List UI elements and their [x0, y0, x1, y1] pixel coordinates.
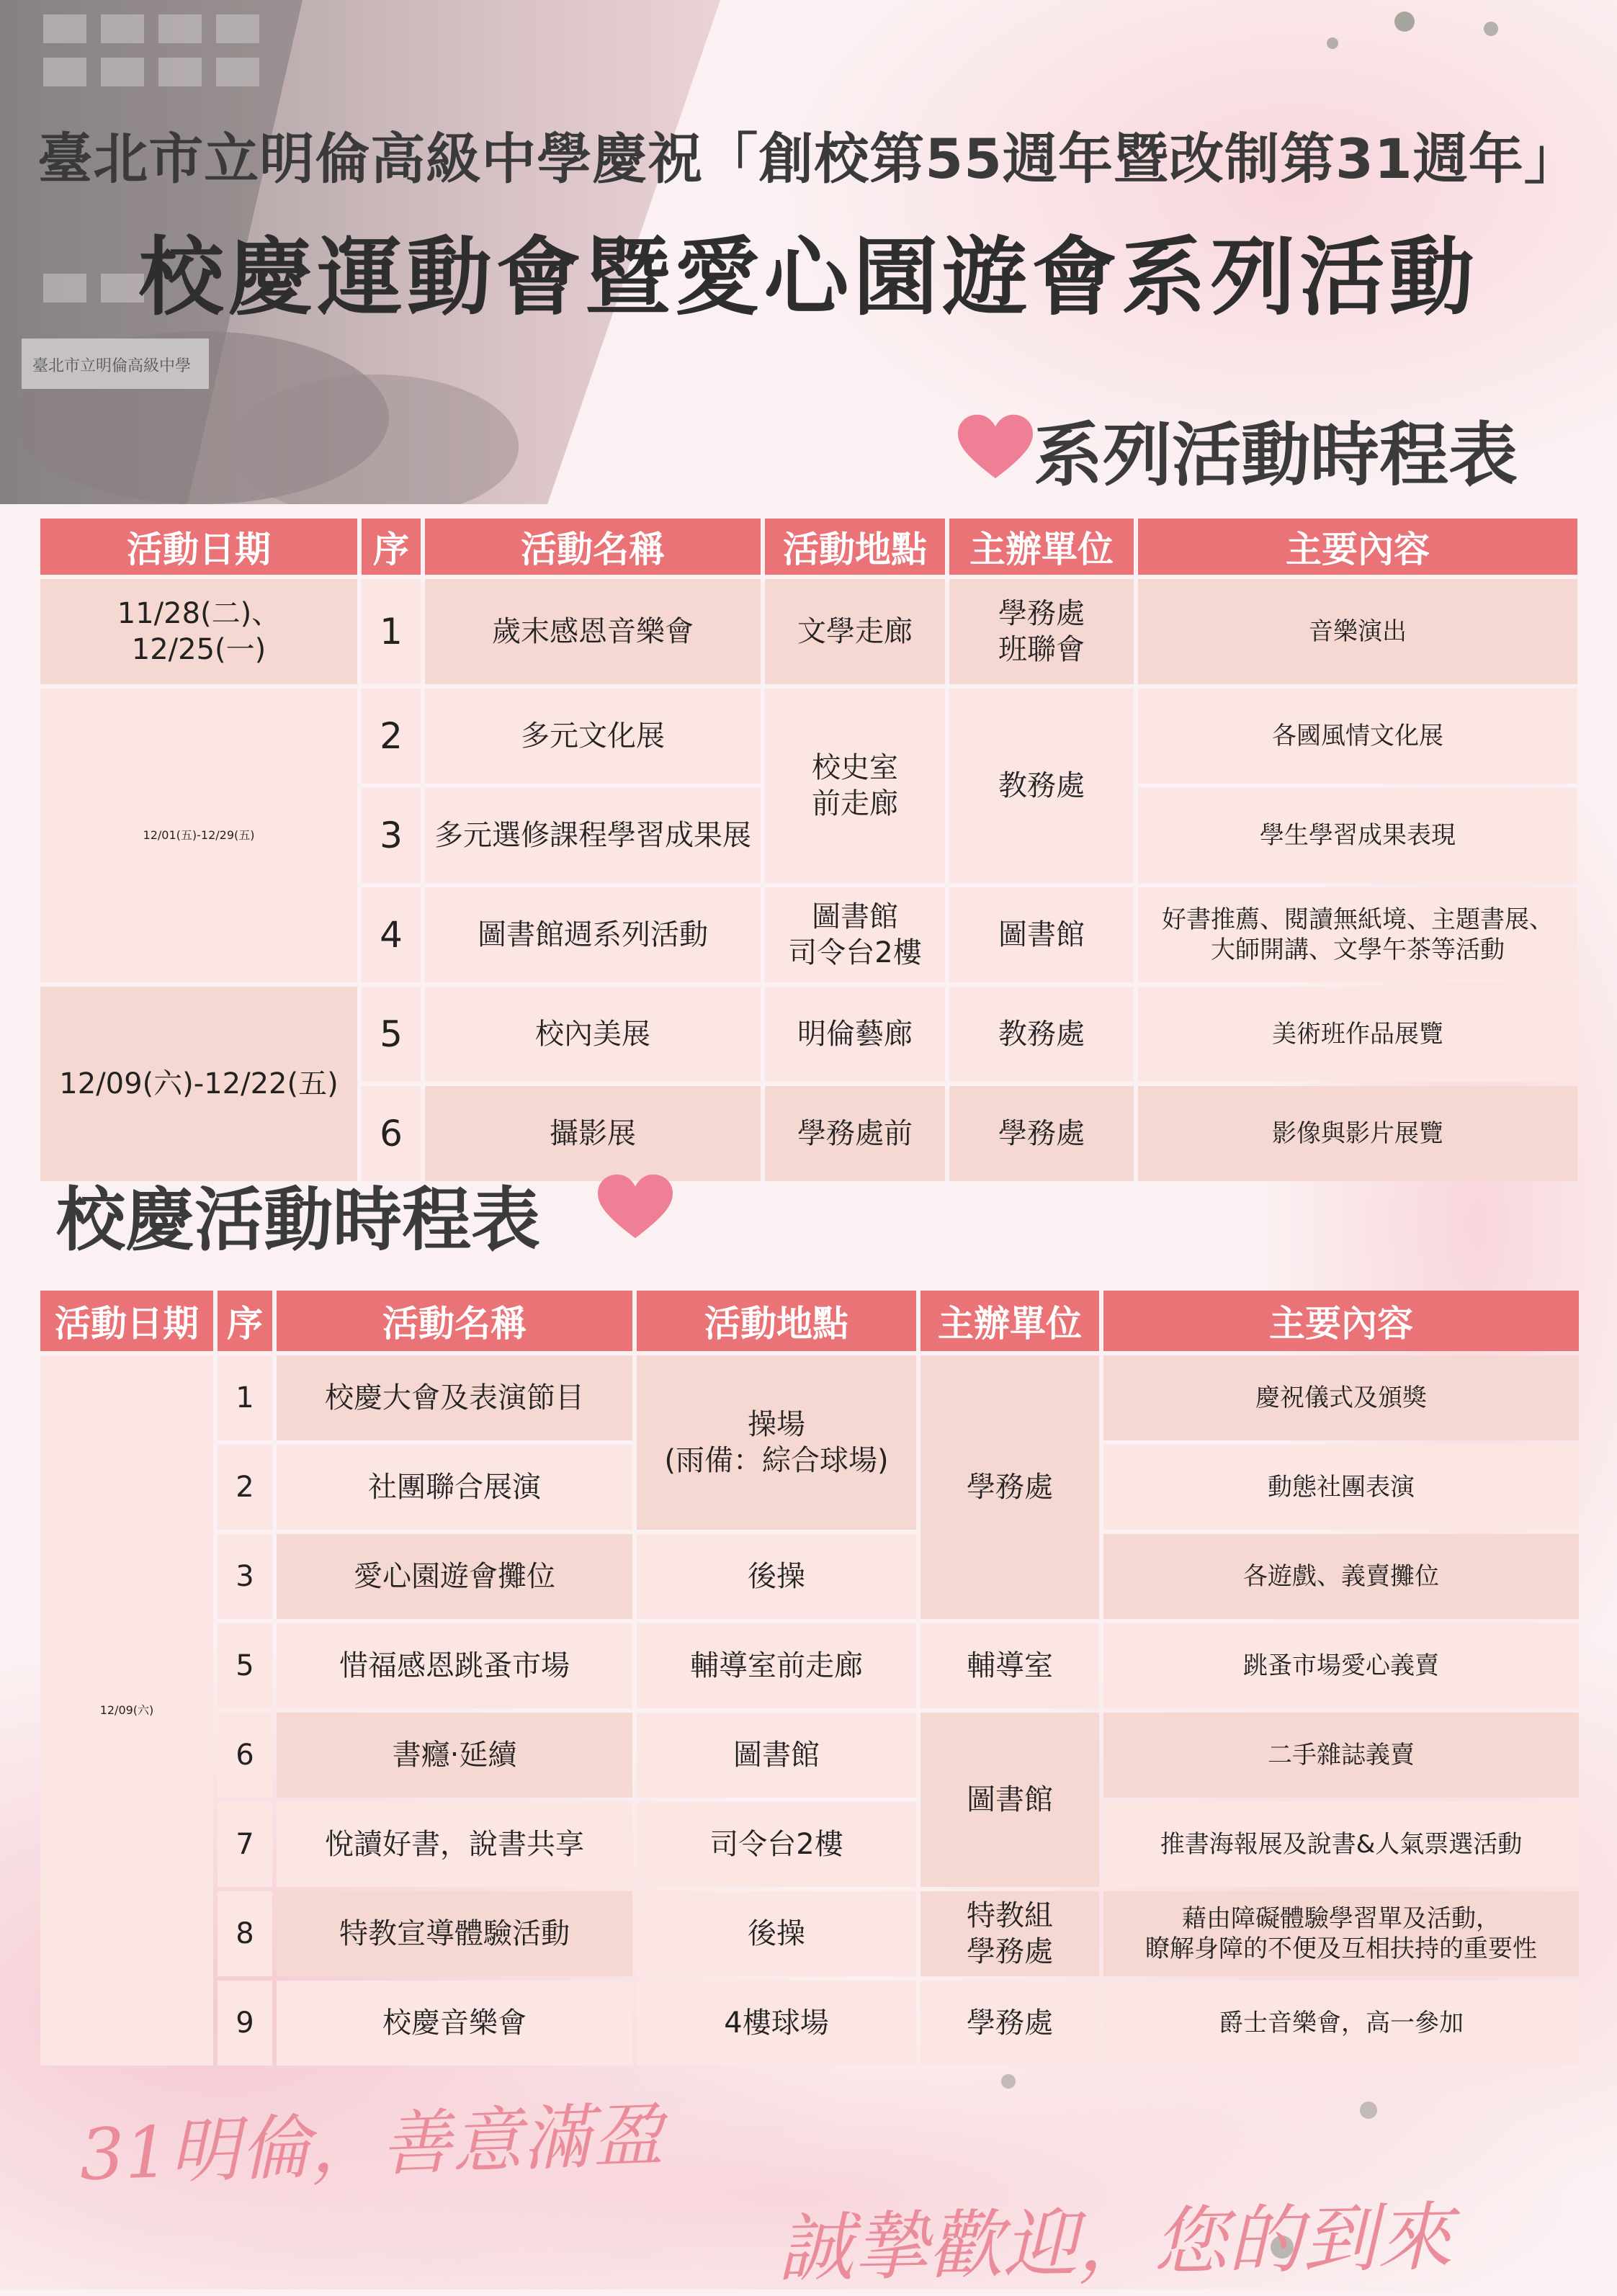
content-cell: 推書海報展及說書&人氣票選活動 — [1103, 1802, 1579, 1887]
col-header-location: 活動地點 — [765, 519, 945, 575]
seq-cell: 9 — [218, 1981, 272, 2066]
location-line: 圖書館 — [812, 900, 898, 933]
activity-name-cell: 多元選修課程學習成果展 — [425, 788, 761, 883]
content-cell: 音樂演出 — [1138, 579, 1577, 684]
organizer-cell: 學務處 — [921, 1981, 1099, 2066]
seq-cell: 7 — [218, 1802, 272, 1887]
table-row — [40, 1355, 1579, 1440]
table-row — [40, 1981, 1579, 2066]
content-line: 好書推薦、閱讀無紙境、主題書展、 — [1162, 905, 1554, 934]
activity-name-cell: 悅讀好書，說書共享 — [277, 1802, 632, 1887]
activity-name-cell: 校內美展 — [425, 987, 761, 1082]
activity-name-cell: 愛心園遊會攤位 — [277, 1534, 632, 1619]
table-row — [40, 689, 1577, 784]
table-row — [40, 1891, 1579, 1976]
location-cell: 後操 — [637, 1891, 916, 1976]
seq-cell: 3 — [362, 788, 421, 883]
col-header-content: 主要內容 — [1138, 519, 1577, 575]
content-cell: 各遊戲、義賣攤位 — [1103, 1534, 1579, 1619]
content-cell: 爵士音樂會，高一參加 — [1103, 1981, 1579, 2066]
date-line: 11/28(二)、 — [117, 597, 281, 630]
activity-name-cell: 惜福感恩跳蚤市場 — [277, 1623, 632, 1708]
location-cell: 輔導室前走廊 — [637, 1623, 916, 1708]
seq-cell: 1 — [362, 579, 421, 684]
seq-cell: 6 — [218, 1713, 272, 1798]
series-schedule-table — [36, 514, 1582, 1185]
slogan-line2: 誠摯歡迎，您的到來 — [777, 2192, 1453, 2293]
location-cell: 4樓球場 — [637, 1981, 916, 2066]
location-line: (雨備：綜合球場) — [664, 1444, 889, 1477]
heart-icon — [598, 1174, 673, 1242]
seq-cell: 5 — [218, 1623, 272, 1708]
col-header-organizer: 主辦單位 — [949, 519, 1134, 575]
table-row — [40, 1534, 1579, 1619]
organizer-line: 學務處 — [998, 597, 1085, 630]
seq-cell: 3 — [218, 1534, 272, 1619]
col-header-location: 活動地點 — [637, 1291, 916, 1351]
col-header-organizer: 主辦單位 — [921, 1291, 1099, 1351]
content-cell: 跳蚤市場愛心義賣 — [1103, 1623, 1579, 1708]
slogan-line1: 31明倫，善意滿盈 — [78, 2094, 665, 2197]
organizer-cell: 教務處 — [949, 689, 1134, 883]
table-row — [40, 1802, 1579, 1887]
content-line: 大師開講、文學午茶等活動 — [1211, 936, 1505, 964]
location-cell: 後操 — [637, 1534, 916, 1619]
col-header-date: 活動日期 — [40, 1291, 213, 1351]
location-line: 校史室 — [812, 751, 898, 784]
location-cell: 學務處前 — [765, 1086, 945, 1181]
building-plaque: 臺北市立明倫高級中學 — [32, 357, 192, 375]
organizer-cell: 圖書館 — [949, 887, 1134, 982]
organizer-cell: 教務處 — [949, 987, 1134, 1082]
location-cell: 文學走廊 — [765, 579, 945, 684]
anniversary-schedule-table — [36, 1286, 1583, 2070]
content-cell: 影像與影片展覽 — [1138, 1086, 1577, 1181]
col-header-seq: 序 — [218, 1291, 272, 1351]
activity-name-cell: 歲末感恩音樂會 — [425, 579, 761, 684]
col-header-date: 活動日期 — [40, 519, 357, 575]
date-line: 12/25(一) — [131, 633, 266, 666]
content-line: 藉由障礙體驗學習單及活動， — [1182, 1903, 1500, 1933]
activity-name-cell: 攝影展 — [425, 1086, 761, 1181]
location-cell — [637, 1355, 916, 1530]
series-schedule-title: 系列活動時程表 — [1034, 415, 1518, 495]
organizer-cell: 學務處 — [921, 1355, 1099, 1619]
page-title-line1: 臺北市立明倫高級中學慶祝「創校第55週年暨改制第31週年」 — [37, 127, 1580, 191]
organizer-cell — [949, 579, 1134, 684]
page-title-line2: 校慶運動會暨愛心園遊會系列活動 — [138, 228, 1479, 327]
seq-cell: 2 — [362, 689, 421, 784]
organizer-cell: 圖書館 — [921, 1713, 1099, 1887]
col-header-name: 活動名稱 — [277, 1291, 632, 1351]
seq-cell: 4 — [362, 887, 421, 982]
seq-cell: 6 — [362, 1086, 421, 1181]
col-header-name: 活動名稱 — [425, 519, 761, 575]
table-header-row — [40, 1291, 1579, 1351]
content-cell: 學生學習成果表現 — [1138, 788, 1577, 883]
content-cell — [1138, 887, 1577, 982]
location-cell — [765, 887, 945, 982]
table-row — [40, 579, 1577, 684]
table-header-row — [40, 519, 1577, 575]
organizer-cell: 學務處 — [949, 1086, 1134, 1181]
activity-name-cell: 多元文化展 — [425, 689, 761, 784]
activity-name-cell: 書癮‧延續 — [277, 1713, 632, 1798]
organizer-cell: 輔導室 — [921, 1623, 1099, 1708]
location-cell: 司令台2樓 — [637, 1802, 916, 1887]
content-line: 瞭解身障的不便及互相扶持的重要性 — [1145, 1934, 1537, 1963]
seq-cell: 1 — [218, 1355, 272, 1440]
activity-name-cell: 社團聯合展演 — [277, 1445, 632, 1530]
heart-icon — [958, 414, 1033, 483]
date-cell: 12/01(五)-12/29(五) — [40, 689, 357, 982]
content-cell — [1103, 1891, 1579, 1976]
seq-cell: 2 — [218, 1445, 272, 1530]
content-cell: 各國風情文化展 — [1138, 689, 1577, 784]
content-cell: 動態社團表演 — [1103, 1445, 1579, 1530]
seq-cell: 5 — [362, 987, 421, 1082]
content-cell: 美術班作品展覽 — [1138, 987, 1577, 1082]
location-line: 司令台2樓 — [788, 936, 922, 969]
date-cell: 12/09(六)-12/22(五) — [40, 987, 357, 1181]
location-cell: 圖書館 — [637, 1713, 916, 1798]
activity-name-cell: 校慶大會及表演節目 — [277, 1355, 632, 1440]
table-row — [40, 987, 1577, 1082]
organizer-line: 學務處 — [967, 1935, 1053, 1968]
content-cell: 慶祝儀式及頒獎 — [1103, 1355, 1579, 1440]
organizer-line: 特教組 — [967, 1899, 1053, 1932]
date-cell — [40, 579, 357, 684]
organizer-cell — [921, 1891, 1099, 1976]
anniversary-schedule-title: 校慶活動時程表 — [56, 1180, 540, 1260]
location-cell: 明倫藝廊 — [765, 987, 945, 1082]
location-line: 操場 — [748, 1408, 805, 1441]
seq-cell: 8 — [218, 1891, 272, 1976]
location-line: 前走廊 — [812, 787, 898, 820]
activity-name-cell: 校慶音樂會 — [277, 1981, 632, 2066]
date-cell: 12/09(六) — [40, 1355, 213, 2066]
activity-name-cell: 特教宣導體驗活動 — [277, 1891, 632, 1976]
activity-name-cell: 圖書館週系列活動 — [425, 887, 761, 982]
table-row — [40, 1623, 1579, 1708]
table-row — [40, 1713, 1579, 1798]
content-cell: 二手雜誌義賣 — [1103, 1713, 1579, 1798]
location-cell — [765, 689, 945, 883]
col-header-seq: 序 — [362, 519, 421, 575]
organizer-line: 班聯會 — [998, 633, 1085, 666]
col-header-content: 主要內容 — [1103, 1291, 1579, 1351]
